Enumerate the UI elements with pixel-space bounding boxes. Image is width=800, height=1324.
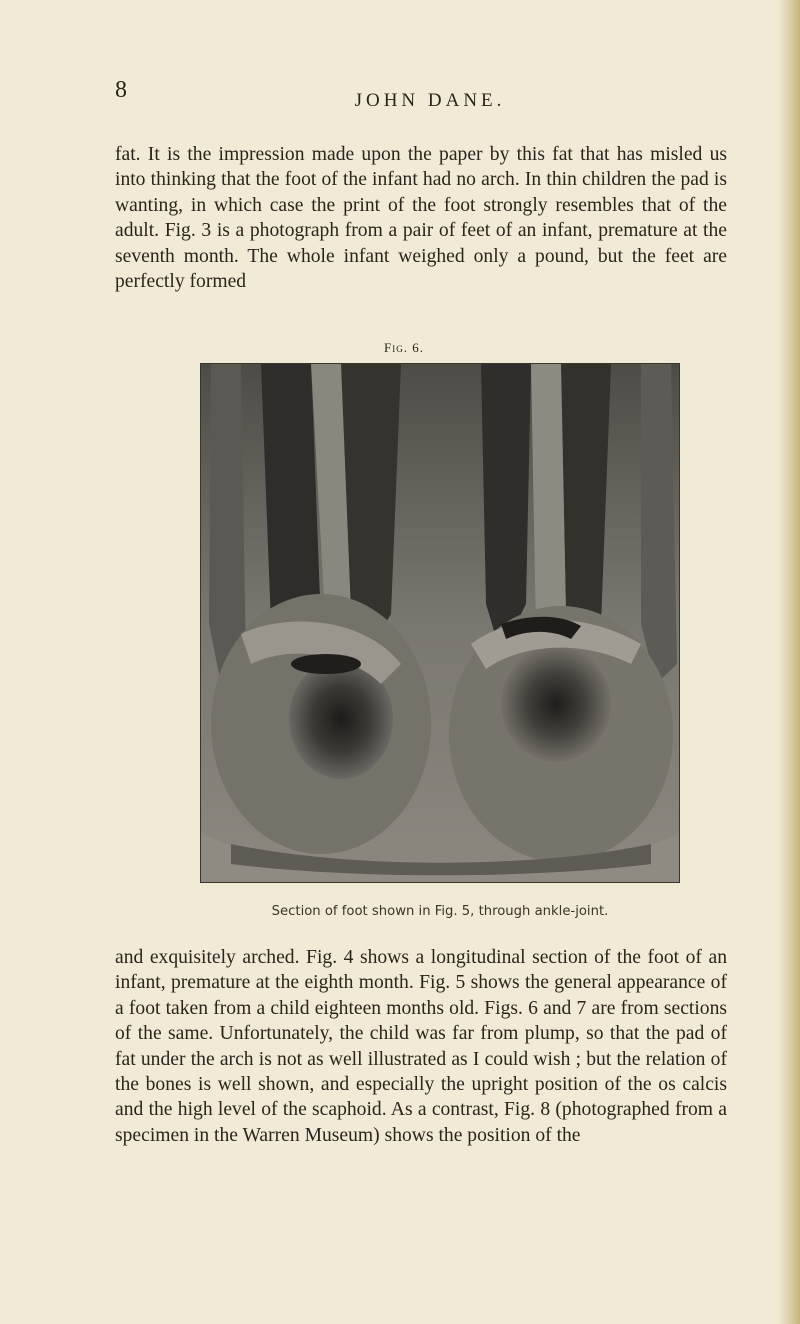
page-edge-shadow xyxy=(778,0,800,1324)
figure-caption: Section of foot shown in Fig. 5, through ankle-joint. xyxy=(271,904,609,919)
body-paragraph-bottom: and exquisitely arched. Fig. 4 shows a longitudinal section of the foot of an infant, premature at the eighth month. Fig. 5 shows the general appearance of a foot taken from a child eighteen months old. Figs. 6 and 7 are from sections of the same. Unfortunately, the child was far from plump, so that the pad of fat under the arch is not as well illustrated as I could wish ; but the relation of the bones is well shown, and especially the upright position of the os calcis and the high level of the scaphoid. As a contrast, Fig. 8 (photographed from a specimen in the Warren Museum) shows the position of the xyxy=(115,947,727,1146)
figure-label: Fig. 6. xyxy=(384,340,424,355)
figure-photograph xyxy=(200,363,680,883)
body-paragraph-top: fat. It is the impression made upon the paper by this fat that has misled us into thinking that the foot of the infant had no arch. In thin children the pad is wanting, in which case the print of the foot strongly resembles that of the adult. Fig. 3 is a photograph from a pair of feet of an infant, premature at the seventh month. The whole infant weighed only a pound, but the feet are perfectly formed xyxy=(115,144,727,293)
page-number: 8 xyxy=(115,77,127,103)
running-head: JOHN DANE. xyxy=(354,90,506,111)
